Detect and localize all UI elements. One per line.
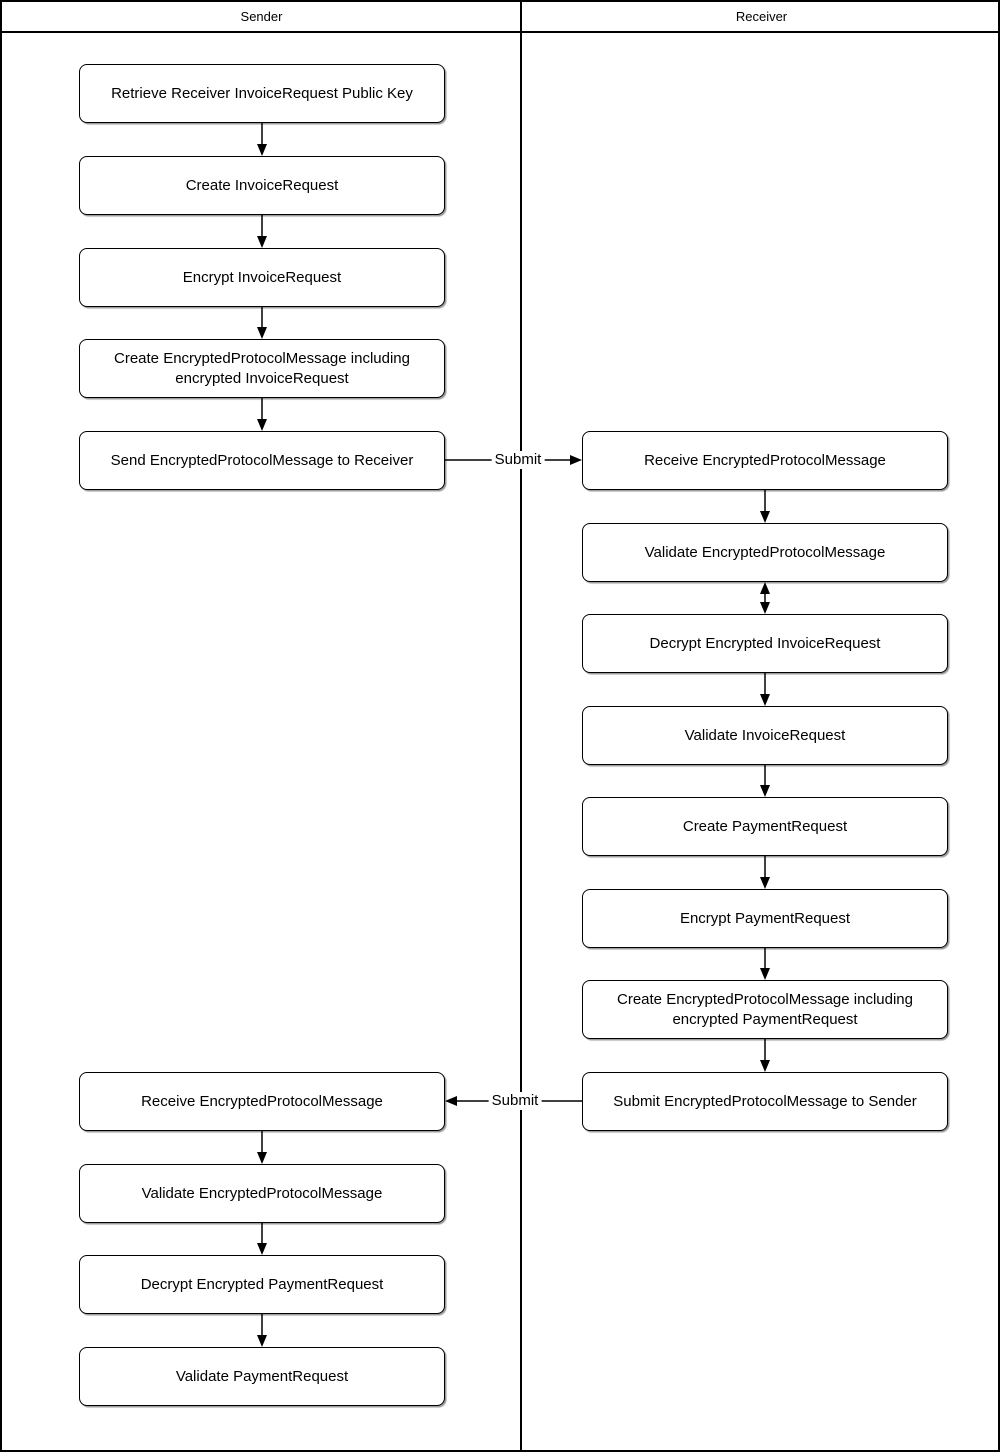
- node-label: Receive EncryptedProtocolMessage: [644, 451, 886, 469]
- node-create-encryptedprotocolmessage-invoicerequest: [79, 339, 445, 398]
- node-label: Validate EncryptedProtocolMessage: [644, 543, 886, 561]
- node-label: Receive EncryptedProtocolMessage: [141, 1092, 383, 1110]
- node-label: Retrieve Receiver InvoiceRequest Public Key: [111, 84, 413, 102]
- node-label: Decrypt Encrypted PaymentRequest: [140, 1275, 384, 1293]
- node-create-paymentrequest: [582, 797, 948, 856]
- node-decrypt-encrypted-invoicerequest: [582, 614, 948, 673]
- node-label: Create EncryptedProtocolMessage including encrypted PaymentRequest: [617, 991, 913, 1028]
- lane-header-receiver-label: Receiver: [735, 9, 788, 24]
- node-validate-paymentrequest: [79, 1347, 445, 1406]
- node-label: Create PaymentRequest: [682, 817, 848, 835]
- node-encrypt-paymentrequest: [582, 889, 948, 948]
- node-validate-invoicerequest: [582, 706, 948, 765]
- edge-r2-r3-bidirectional: [760, 582, 770, 614]
- node-send-encryptedprotocolmessage-to-receiver: [79, 431, 445, 490]
- edge-s4-s5: [257, 398, 267, 431]
- node-label: Send EncryptedProtocolMessage to Receiver: [110, 451, 414, 469]
- edge-r3-r4: [760, 673, 770, 706]
- edge-s8-s9: [257, 1314, 267, 1347]
- node-validate-encryptedprotocolmessage-sender: [79, 1164, 445, 1223]
- node-label: Encrypt InvoiceRequest: [182, 268, 342, 286]
- edge-r5-r6: [760, 856, 770, 889]
- edge-r1-r2: [760, 490, 770, 523]
- edge-s2-s3: [257, 215, 267, 248]
- node-decrypt-encrypted-paymentrequest: [79, 1255, 445, 1314]
- node-encrypt-invoicerequest: [79, 248, 445, 307]
- edge-label-submit-to-receiver: Submit: [492, 451, 545, 469]
- node-create-invoicerequest: [79, 156, 445, 215]
- edge-s3-s4: [257, 307, 267, 339]
- edge-r6-r7: [760, 948, 770, 980]
- node-retrieve-receiver-public-key: [79, 64, 445, 123]
- node-label: Create EncryptedProtocolMessage including encrypted InvoiceRequest: [114, 350, 410, 387]
- lane-header-sender-label: Sender: [240, 9, 283, 24]
- node-label: Submit EncryptedProtocolMessage to Sender: [613, 1092, 917, 1110]
- node-label: Encrypt PaymentRequest: [679, 909, 851, 927]
- edge-s6-s7: [257, 1131, 267, 1164]
- node-create-encryptedprotocolmessage-paymentrequest: [582, 980, 948, 1039]
- node-label: Validate EncryptedProtocolMessage: [141, 1184, 383, 1202]
- edge-label-submit-to-sender: Submit: [489, 1092, 542, 1110]
- node-label: Validate PaymentRequest: [175, 1367, 349, 1385]
- node-submit-encryptedprotocolmessage-to-sender: [582, 1072, 948, 1131]
- node-receive-encryptedprotocolmessage-receiver: [582, 431, 948, 490]
- edge-s1-s2: [257, 123, 267, 156]
- node-label: Create InvoiceRequest: [185, 176, 339, 194]
- edge-r4-r5: [760, 765, 770, 797]
- node-label: Validate InvoiceRequest: [684, 726, 846, 744]
- node-receive-encryptedprotocolmessage-sender: [79, 1072, 445, 1131]
- edge-s7-s8: [257, 1223, 267, 1255]
- node-label: Decrypt Encrypted InvoiceRequest: [649, 634, 881, 652]
- edge-r7-r8: [760, 1039, 770, 1072]
- node-validate-encryptedprotocolmessage-receiver: [582, 523, 948, 582]
